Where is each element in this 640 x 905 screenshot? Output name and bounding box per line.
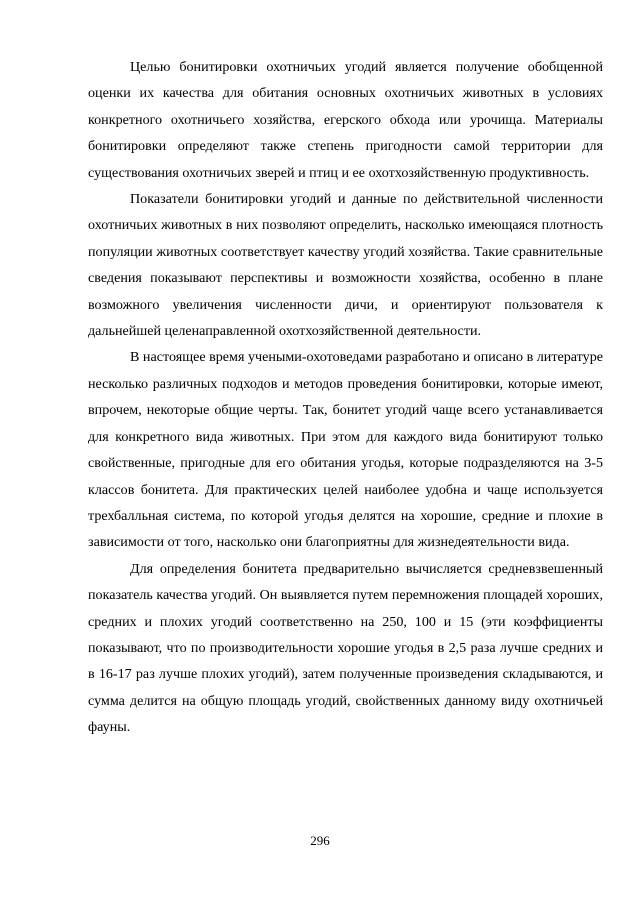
page-number: 296	[310, 833, 330, 848]
document-page	[88, 54, 603, 741]
paragraph-2: Показатели бонитировки угодий и данные по действительной численности охотничьих животных в них позволяют определить, насколько имеющаяся плотность популяции животных соответствует качеству угодий хозяйства. Такие сравнительные сведения показывают перспективы и возможности хозяйства, особенно в плане возможного увеличения численности дичи, и ориентируют пользователя к дальнейшей целенаправленной охотхозяйственной деятельности.	[88, 191, 603, 340]
paragraph-3: В настоящее время учеными-охотоведами разработано и описано в литературе несколько различных подходов и методов проведения бонитировки, которые имеют, впрочем, некоторые общие черты. Так, бонитет угодий чаще всего устанавливается для конкретного вида животных. При этом для каждого вида бонитируют только свойственные, пригодные для его обитания угодья, которые подразделяются на 3-5 классов бонитета. Для практических целей наиболее удобна и чаще используется трехбалльная система, по которой угодья делятся на хорошие, средние и плохие в зависимости от того, насколько они благоприятны для жизнедеятельности вида.	[88, 349, 603, 551]
paragraph-1: Целью бонитировки охотничьих угодий является получение обобщенной оценки их качества для обитания основных охотничьих животных в условиях конкретного охотничьего хозяйства, егерского обхода или урочища. Материалы бонитировки определяют также степень пригодности самой территории для существования охотничьих зверей и птиц и ее охотхозяйственную продуктивность.	[88, 59, 603, 181]
paragraph-4: Для определения бонитета предварительно вычисляется средневзвешенный показатель качества угодий. Он выявляется путем перемножения площадей хороших, средних и плохих угодий соответственно на 250, 100 и 15 (эти коэффициенты показывают, что по производительности хорошие угодья в 2,5 раза лучше средних и в 16-17 раз лучше плохих угодий), затем полученные произведения складываются, и сумма делится на общую площадь угодий, свойственных данному виду охотничьей фауны.	[88, 560, 603, 736]
